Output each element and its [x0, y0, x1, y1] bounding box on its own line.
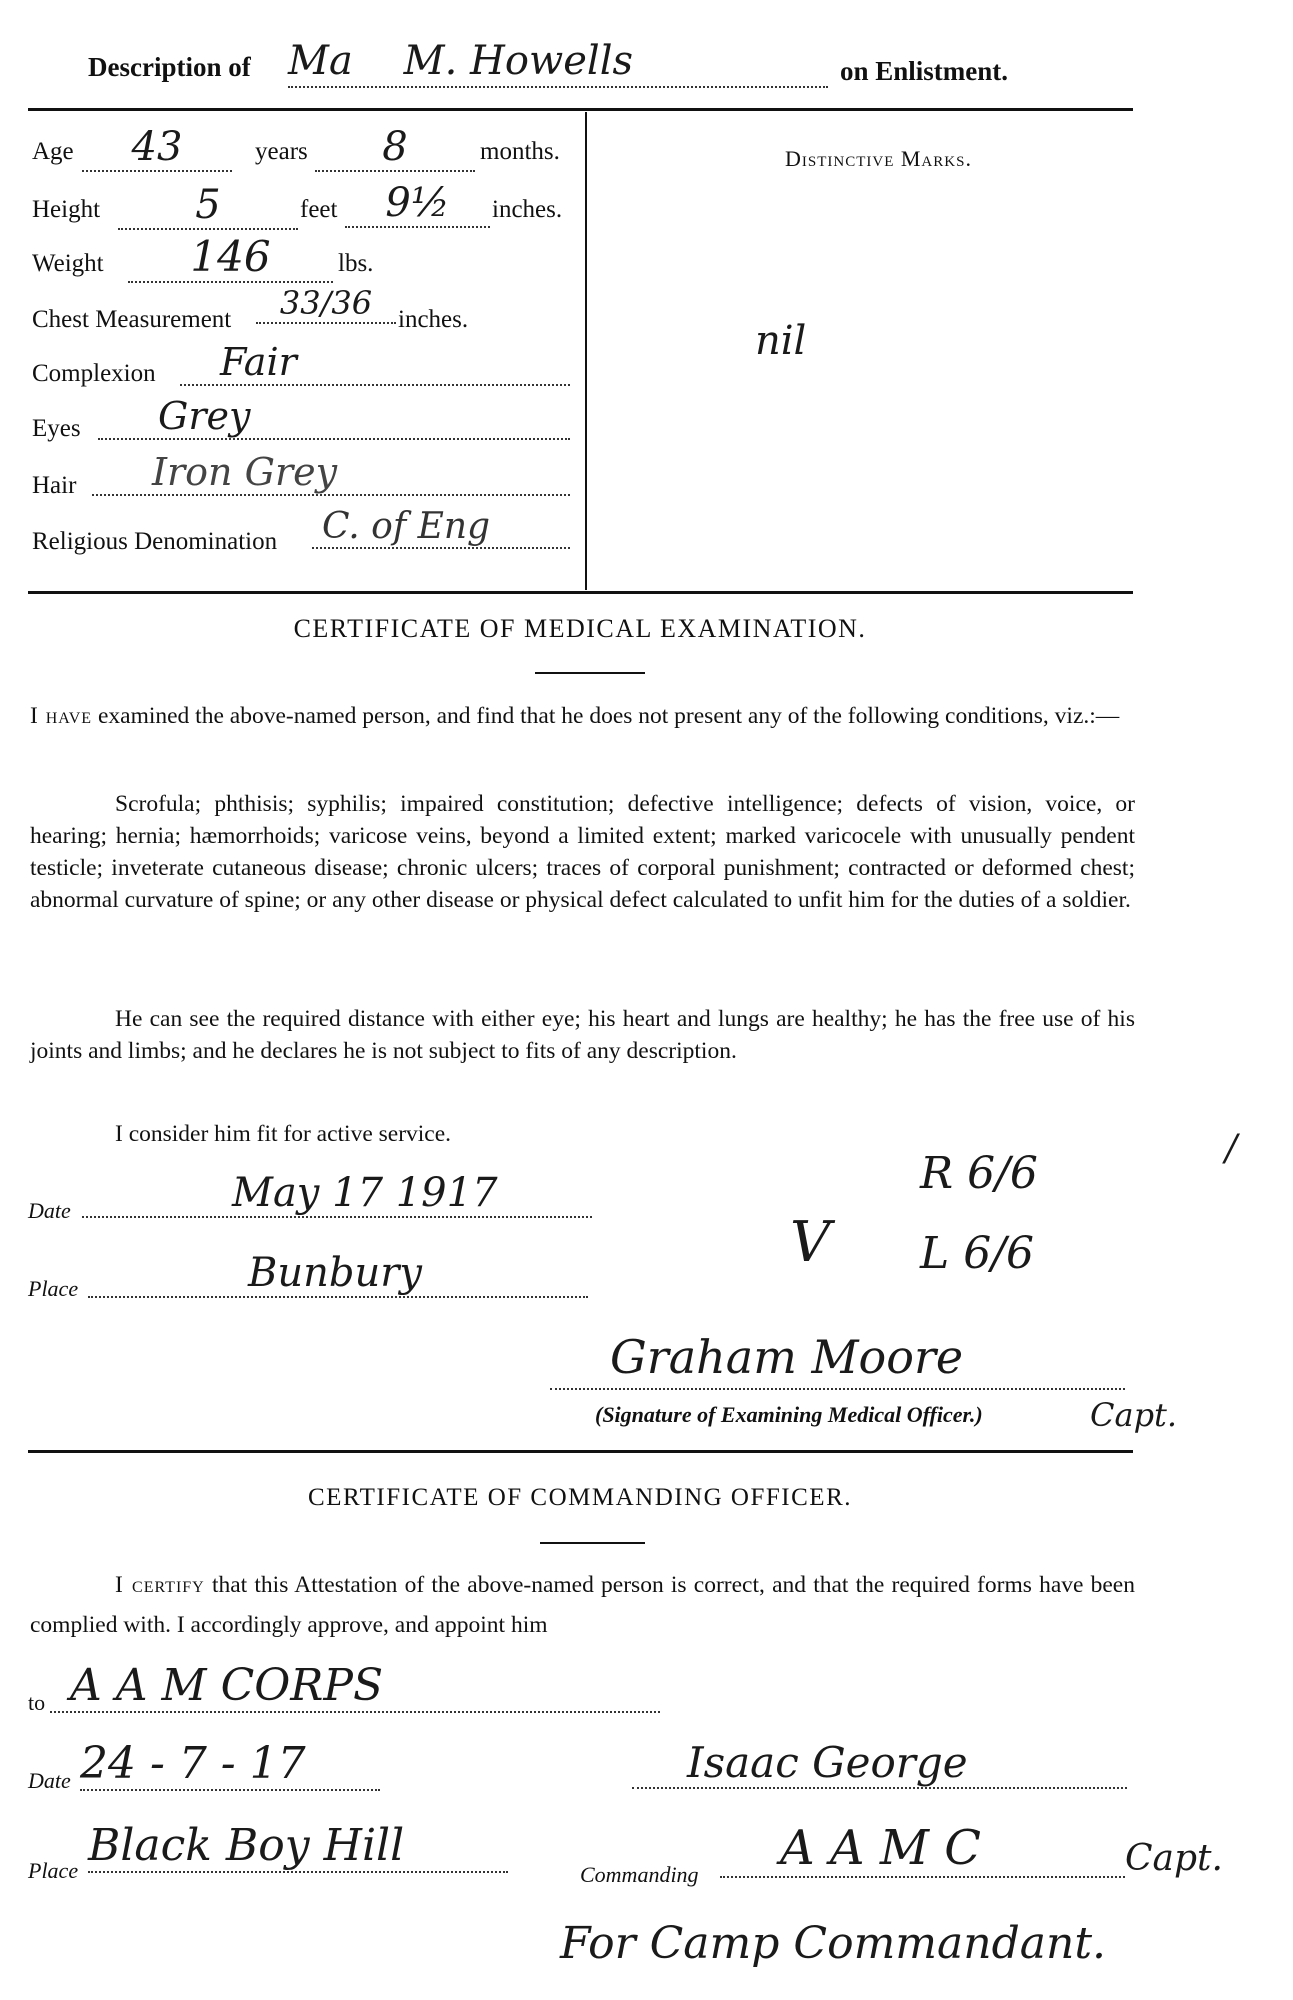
age-months-value: 8 [315, 124, 475, 172]
commanding-rank: Capt. [1125, 1838, 1223, 1879]
for-camp-commandant: For Camp Commandant. [560, 1918, 1106, 1969]
commanding-p1-text: that this Attestation of the above-named person is correct, and that the required forms have been complied with. I accordingly approve, and appoint him [30, 1572, 1135, 1638]
hair-value: Iron Grey [92, 450, 570, 496]
medical-officer-signature: Graham Moore [550, 1330, 1125, 1390]
top-rule [28, 108, 1133, 111]
commanding-paragraph [30, 1565, 1135, 1645]
commanding-certificate-title: CERTIFICATE OF COMMANDING OFFICER. [308, 1484, 852, 1511]
height-label: Height [32, 196, 101, 223]
eyes-label: Eyes [32, 415, 81, 442]
medical-date-value: May 17 1917 [82, 1170, 592, 1218]
header-name-handwritten: Ma M. Howells [288, 38, 828, 88]
vision-right: R 6/6 [920, 1148, 1038, 1199]
appoint-to-label: to [28, 1690, 46, 1715]
complexion-label: Complexion [32, 360, 156, 387]
edge-mark: / [1225, 1128, 1238, 1169]
chest-inches-label: inches. [398, 306, 469, 333]
lbs-label: lbs. [338, 250, 374, 277]
commanding-place-label: Place [28, 1858, 79, 1883]
chest-value: 33/36 [256, 284, 396, 324]
medical-certificate-title: CERTIFICATE OF MEDICAL EXAMINATION. [293, 614, 867, 643]
months-label: months. [480, 138, 560, 165]
commanding-place-value: Black Boy Hill [88, 1820, 508, 1873]
medical-date-label: Date [28, 1198, 71, 1223]
feet-label: feet [300, 196, 338, 223]
medical-p1-lead: I have [30, 703, 93, 729]
weight-value: 146 [128, 232, 333, 283]
religion-value: C. of Eng [312, 506, 570, 549]
medical-paragraph-3: He can see the required distance with either eye; his heart and lungs are healthy; he has the free use of his joints and limbs; and he declares he is not subject to fits of any description. [30, 1006, 1135, 1064]
commanding-p1-lead: I certify [115, 1572, 205, 1598]
commanding-officer-signature: Isaac George [632, 1738, 1127, 1789]
age-years-value: 43 [82, 124, 232, 172]
description-bottom-rule [28, 591, 1133, 594]
appoint-to-value: A A M CORPS [50, 1660, 660, 1713]
medical-place-value: Bunbury [88, 1250, 588, 1298]
age-label: Age [32, 138, 74, 165]
commanding-label: Commanding [580, 1862, 699, 1887]
height-inches-value: 9½ [345, 180, 490, 228]
hair-label: Hair [32, 472, 77, 499]
commanding-date-value: 24 - 7 - 17 [80, 1738, 380, 1791]
medical-title-underline [535, 672, 645, 674]
years-label: years [255, 138, 308, 165]
height-feet-value: 5 [118, 182, 298, 230]
commanding-date-label: Date [28, 1768, 71, 1793]
header-suffix: on Enlistment. [840, 56, 1009, 86]
commanding-title-underline [540, 1542, 645, 1544]
medical-paragraph-2: Scrofula; phthisis; syphilis; impaired constitution; defective intelligence; defects of vision, voice, or hearing; hernia; hæmorrhoids; varicose veins, beyond a limited extent; marked varicocele with unusually pendent testicle; inveterate cutaneous disease; chronic ulcers; traces of corporal punishment; contracted or deformed chest; abnormal curvature of spine; or any other disease or physical defect calculated to unfit him for the duties of a soldier. [30, 791, 1135, 913]
medical-paragraph-4: I consider him fit for active service. [115, 1121, 452, 1147]
inches-label: inches. [492, 196, 563, 223]
commanding-unit-value: A A M C [720, 1820, 1125, 1878]
medical-place-label: Place [28, 1276, 79, 1301]
weight-label: Weight [32, 250, 104, 277]
complexion-value: Fair [180, 340, 570, 386]
distinctive-marks-value: nil [755, 318, 807, 364]
column-divider [585, 112, 587, 590]
religion-label: Religious Denomination [32, 528, 278, 555]
medical-signature-caption: (Signature of Examining Medical Officer.) [595, 1402, 983, 1427]
medical-bottom-rule [28, 1450, 1133, 1453]
vision-left: L 6/6 [920, 1228, 1035, 1279]
eyes-value: Grey [98, 394, 570, 440]
medical-p1-text: examined the above-named person, and find that he does not present any of the following conditions, viz.:— [97, 703, 1120, 729]
header-prefix: Description of [88, 52, 251, 82]
chest-label: Chest Measurement [32, 306, 232, 333]
vision-v: V [790, 1210, 831, 1275]
medical-signature-rank: Capt. [1090, 1396, 1178, 1434]
medical-paragraph-1 [30, 700, 1135, 732]
distinctive-marks-title: Distinctive Marks. [785, 146, 972, 171]
